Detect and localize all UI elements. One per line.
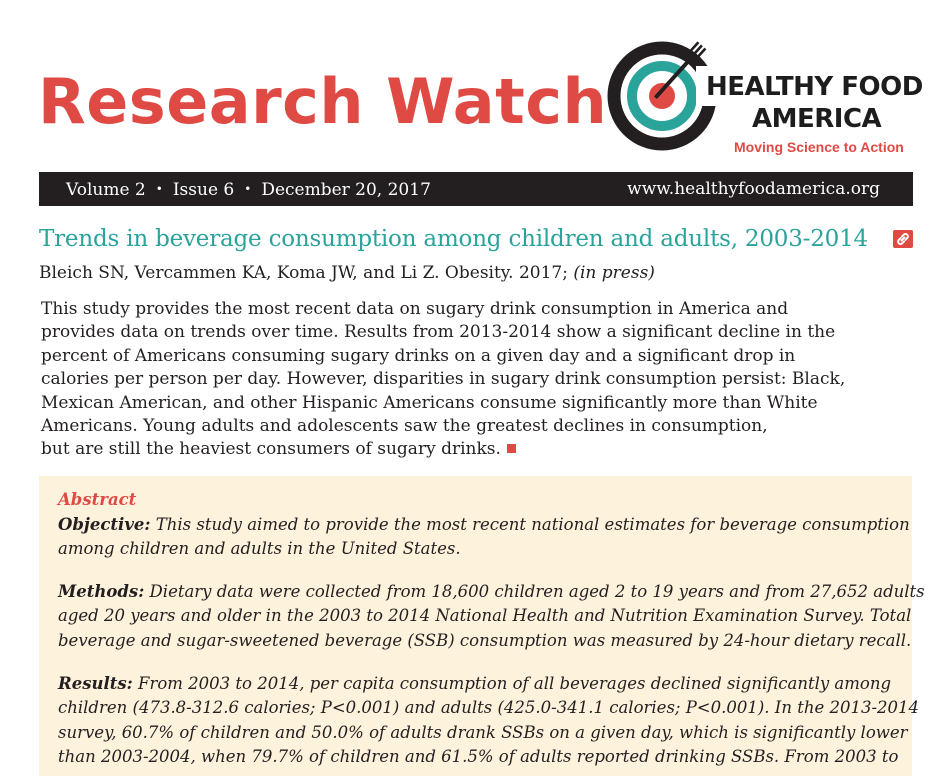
logo-line-1: HEALTHY FOOD xyxy=(706,72,923,102)
summary-line: provides data on trends over time. Results from 2013-2014 show a significant decline in the xyxy=(41,322,836,343)
abstract-methods xyxy=(58,580,925,654)
issue-details xyxy=(66,172,431,207)
website-link[interactable]: www.healthyfoodamerica.org xyxy=(627,179,880,199)
citation-authors: Bleich SN, Vercammen KA, Koma JW, and Li Z. Obesity. 2017; xyxy=(39,263,574,283)
objective-line xyxy=(58,513,910,538)
methods-line: aged 20 years and older in the 2003 to 2014 National Health and Nutrition Examination Survey. Total xyxy=(58,606,912,626)
masthead-title: Research Watch xyxy=(38,65,608,138)
summary-line: This study provides the most recent data on sugary drink consumption in America and xyxy=(41,299,789,319)
methods-line xyxy=(58,580,925,605)
objective-line: among children and adults in the United States. xyxy=(58,539,461,559)
methods-label: Methods: xyxy=(58,581,145,601)
methods-text: Dietary data were collected from 18,600 children aged 2 to 19 years and from 27,652 adults xyxy=(144,581,925,601)
summary-line: but are still the heaviest consumers of sugary drinks. xyxy=(41,439,501,460)
logo-line-2: AMERICA xyxy=(752,104,882,134)
summary-line: Americans. Young adults and adolescents saw the greatest declines in consumption, xyxy=(41,416,768,437)
healthy-food-america-logo[interactable] xyxy=(606,36,923,160)
abstract-content xyxy=(58,488,925,770)
issue-label: Issue 6 xyxy=(172,180,235,200)
citation-status: (in press) xyxy=(573,263,655,283)
results-label: Results: xyxy=(58,673,133,693)
summary-line: percent of Americans consuming sugary drinks on a given day and a significant drop in xyxy=(41,345,796,366)
article-title[interactable]: Trends in beverage consumption among children and adults, 2003-2014 xyxy=(39,226,868,252)
objective-text: This study aimed to provide the most recent national estimates for beverage consumption xyxy=(150,514,910,534)
abstract-objective xyxy=(58,513,910,562)
summary-line: calories per person per day. However, disparities in sugary drink consumption persist: Black, xyxy=(41,369,846,390)
target-fork-icon xyxy=(606,36,722,152)
end-of-article-mark xyxy=(507,444,516,453)
abstract-box xyxy=(39,476,925,776)
abstract-results xyxy=(58,672,920,770)
article-citation xyxy=(39,261,655,285)
separator-dot: • xyxy=(244,182,252,196)
paragraph-gap xyxy=(58,562,898,580)
issue-date: December 20, 2017 xyxy=(261,180,431,200)
results-line: survey, 60.7% of children and 50.0% of adults drank SSBs on a given day, which is significantly lower xyxy=(58,722,908,742)
methods-line: beverage and sugar-sweetened beverage (SSB) consumption was measured by 24-hour dietary recall. xyxy=(58,630,912,650)
issue-info-bar xyxy=(39,172,913,206)
separator-dot: • xyxy=(155,182,163,196)
summary-line: Mexican American, and other Hispanic Americans consume significantly more than White xyxy=(41,392,818,413)
objective-label: Objective: xyxy=(58,514,151,534)
results-text: From 2003 to 2014, per capita consumption of all beverages declined significantly among xyxy=(132,673,892,693)
summary-line-last xyxy=(41,438,911,461)
abstract-heading: Abstract xyxy=(58,490,137,509)
article-summary xyxy=(41,298,911,462)
results-line: children (473.8-312.6 calories; P<0.001) and adults (425.0-341.1 calories; P<0.001). In the 2013-2014 xyxy=(58,698,920,718)
results-line xyxy=(58,672,898,697)
logo-tagline: Moving Science to Action xyxy=(734,139,904,155)
results-line: than 2003-2004, when 79.7% of children and 61.5% of adults reported drinking SSBs. From 2003 to xyxy=(58,747,899,767)
paragraph-gap xyxy=(58,654,898,672)
link-icon[interactable] xyxy=(893,230,913,248)
volume-label: Volume 2 xyxy=(66,180,146,200)
